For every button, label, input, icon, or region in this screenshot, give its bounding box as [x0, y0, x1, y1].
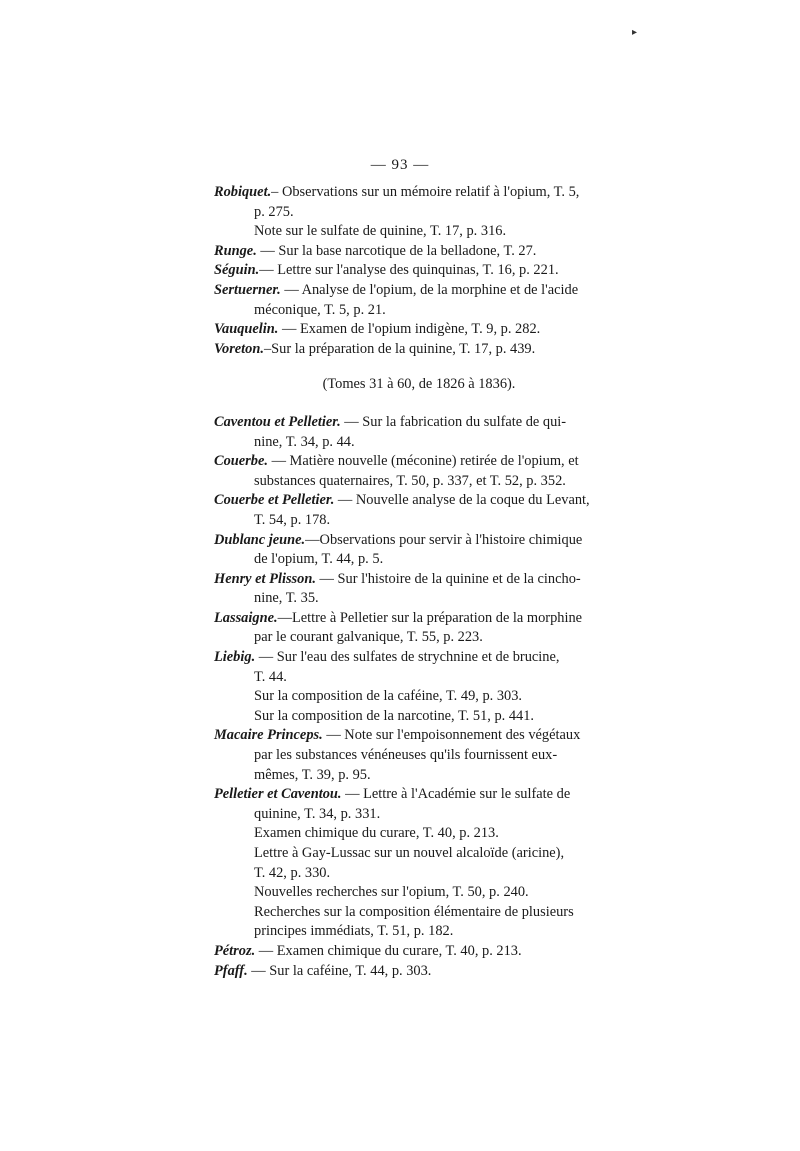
entry-line [214, 472, 624, 492]
page-number: — 93 — [370, 157, 430, 173]
entry-line [214, 824, 624, 844]
entry-text: p. 275. [254, 203, 294, 220]
entry-line [214, 805, 624, 825]
entry-text: méconique, T. 5, p. 21. [254, 301, 386, 318]
entry-line [214, 413, 624, 433]
entry-text: nine, T. 34, p. 44. [254, 433, 355, 450]
entry-line [214, 589, 624, 609]
entry-line [214, 707, 624, 727]
entry-text: — Sur l'eau des sulfates de strychnine et de brucine, [255, 649, 560, 666]
entry-line [214, 864, 624, 884]
bibliography-entry [214, 707, 624, 727]
bibliography-group-2 [214, 413, 624, 981]
entry-line [214, 726, 624, 746]
author-name: Runge. [214, 242, 257, 259]
entry-line [214, 668, 624, 688]
entry-text: Lettre à Gay-Lussac sur un nouvel alcaloïde (aricine), [254, 845, 565, 861]
entry-text: T. 42, p. 330. [254, 864, 331, 881]
entry-line [214, 785, 624, 805]
entry-line [214, 452, 624, 472]
bibliography-entry [214, 222, 624, 242]
author-name: Sertuerner. [214, 281, 281, 298]
entry-line [214, 203, 624, 223]
bibliography-entry [214, 452, 624, 491]
entry-text: Sur la composition de la narcotine, T. 51, p. 441. [254, 707, 535, 724]
entry-text: — Lettre à l'Académie sur le sulfate de [341, 786, 571, 803]
entry-text: — Nouvelle analyse de la coque du Levant, [334, 492, 590, 509]
author-name: Henry et Plisson. [214, 570, 316, 587]
entry-line [214, 340, 624, 360]
entry-line [214, 628, 624, 648]
bibliography-entry [214, 785, 624, 824]
author-name: Dublanc jeune. [214, 531, 306, 548]
entry-text: quinine, T. 34, p. 331. [254, 805, 381, 822]
entry-line [214, 922, 624, 942]
entry-text: principes immédiats, T. 51, p. 182. [254, 923, 454, 940]
entry-text: T. 54, p. 178. [254, 511, 331, 528]
entry-line [214, 281, 624, 301]
entry-text: Sur la composition de la caféine, T. 49, p. 303. [254, 688, 523, 705]
entry-line [214, 648, 624, 668]
entry-line [214, 433, 624, 453]
bibliography-group-1 [214, 183, 624, 359]
author-name: Caventou et Pelletier. [214, 413, 341, 430]
section-heading: (Tomes 31 à 60, de 1826 à 1836). [322, 376, 516, 393]
entry-line [214, 746, 624, 766]
entry-line [214, 570, 624, 590]
bibliography-entry [214, 942, 624, 962]
entry-text: Nouvelles recherches sur l'opium, T. 50, p. 240. [254, 884, 529, 901]
bibliography-entry [214, 491, 624, 530]
entry-line [214, 687, 624, 707]
entry-line [214, 511, 624, 531]
entry-line [214, 609, 624, 629]
bibliography-entry [214, 570, 624, 609]
bibliography-entry [214, 844, 624, 883]
bibliography-entry [214, 340, 624, 360]
entry-text: — Examen de l'opium indigène, T. 9, p. 282. [278, 321, 541, 338]
author-name: Liebig. [214, 649, 256, 666]
entry-text: — Examen chimique du curare, T. 40, p. 213. [255, 942, 522, 959]
entry-line [214, 183, 624, 203]
entry-text: substances quaternaires, T. 50, p. 337, et T. 52, p. 352. [254, 472, 566, 489]
author-name: Macaire Princeps. [214, 727, 323, 744]
entry-text: par le courant galvanique, T. 55, p. 223. [254, 629, 483, 646]
entry-text: — Analyse de l'opium, de la morphine et de l'acide [280, 281, 579, 298]
bibliography-entry [214, 281, 624, 320]
bibliography-entry [214, 183, 624, 222]
bibliography-entry [214, 824, 624, 844]
bibliography-content [214, 183, 624, 981]
bibliography-entry [214, 903, 624, 942]
author-name: Couerbe. [214, 453, 268, 470]
entry-text: — Sur la base narcotique de la belladone, T. 27. [256, 242, 537, 259]
author-name: Couerbe et Pelletier. [214, 492, 335, 509]
bibliography-entry [214, 687, 624, 707]
entry-text: nine, T. 35. [254, 590, 319, 607]
author-name: Robiquet. [214, 184, 272, 200]
author-name: Pfaff. [214, 962, 248, 979]
entry-line [214, 320, 624, 340]
entry-text: par les substances vénéneuses qu'ils fournissent eux- [254, 747, 558, 764]
bibliography-entry [214, 242, 624, 262]
entry-text: de l'opium, T. 44, p. 5. [254, 551, 384, 568]
entry-text: — Sur la fabrication du sulfate de qui- [340, 413, 567, 430]
entry-line [214, 962, 624, 982]
entry-line [214, 261, 624, 281]
bibliography-entry [214, 261, 624, 281]
entry-line [214, 942, 624, 962]
author-name: Voreton. [214, 340, 264, 357]
entry-line [214, 301, 624, 321]
bibliography-entry [214, 648, 624, 687]
entry-text: —Lettre à Pelletier sur la préparation de la morphine [277, 609, 583, 626]
entry-line [214, 550, 624, 570]
entry-text: – Observations sur un mémoire relatif à l'opium, T. 5, [271, 184, 580, 200]
entry-text: Recherches sur la composition élémentaire de plusieurs [254, 903, 574, 920]
entry-line [214, 531, 624, 551]
author-name: Vauquelin. [214, 321, 279, 338]
entry-text: — Note sur l'empoisonnement des végétaux [322, 727, 581, 744]
scan-mark: ▸ [632, 27, 638, 38]
entry-line [214, 844, 624, 864]
entry-text: — Sur la caféine, T. 44, p. 303. [247, 962, 432, 979]
entry-line [214, 242, 624, 262]
entry-text: — Lettre sur l'analyse des quinquinas, T. 16, p. 221. [259, 262, 559, 279]
entry-text: — Matière nouvelle (méconine) retirée de l'opium, et [267, 453, 579, 470]
bibliography-entry [214, 320, 624, 340]
bibliography-entry [214, 609, 624, 648]
entry-line [214, 222, 624, 242]
entry-line [214, 491, 624, 511]
entry-text: –Sur la préparation de la quinine, T. 17, p. 439. [263, 340, 536, 357]
author-name: Lassaigne. [214, 609, 278, 626]
bibliography-entry [214, 726, 624, 785]
entry-line [214, 766, 624, 786]
bibliography-entry [214, 883, 624, 903]
entry-text: — Sur l'histoire de la quinine et de la cincho- [315, 570, 581, 587]
entry-text: Note sur le sulfate de quinine, T. 17, p. 316. [254, 223, 507, 240]
entry-text: mêmes, T. 39, p. 95. [254, 766, 371, 783]
entry-text: Examen chimique du curare, T. 40, p. 213. [254, 825, 499, 842]
entry-line [214, 903, 624, 923]
bibliography-entry [214, 413, 624, 452]
entry-text: —Observations pour servir à l'histoire chimique [305, 531, 583, 548]
author-name: Pétroz. [214, 942, 256, 959]
entry-line [214, 883, 624, 903]
bibliography-entry [214, 962, 624, 982]
author-name: Séguin. [214, 262, 260, 279]
bibliography-entry [214, 531, 624, 570]
author-name: Pelletier et Caventou. [214, 786, 342, 803]
entry-text: T. 44. [254, 668, 287, 685]
